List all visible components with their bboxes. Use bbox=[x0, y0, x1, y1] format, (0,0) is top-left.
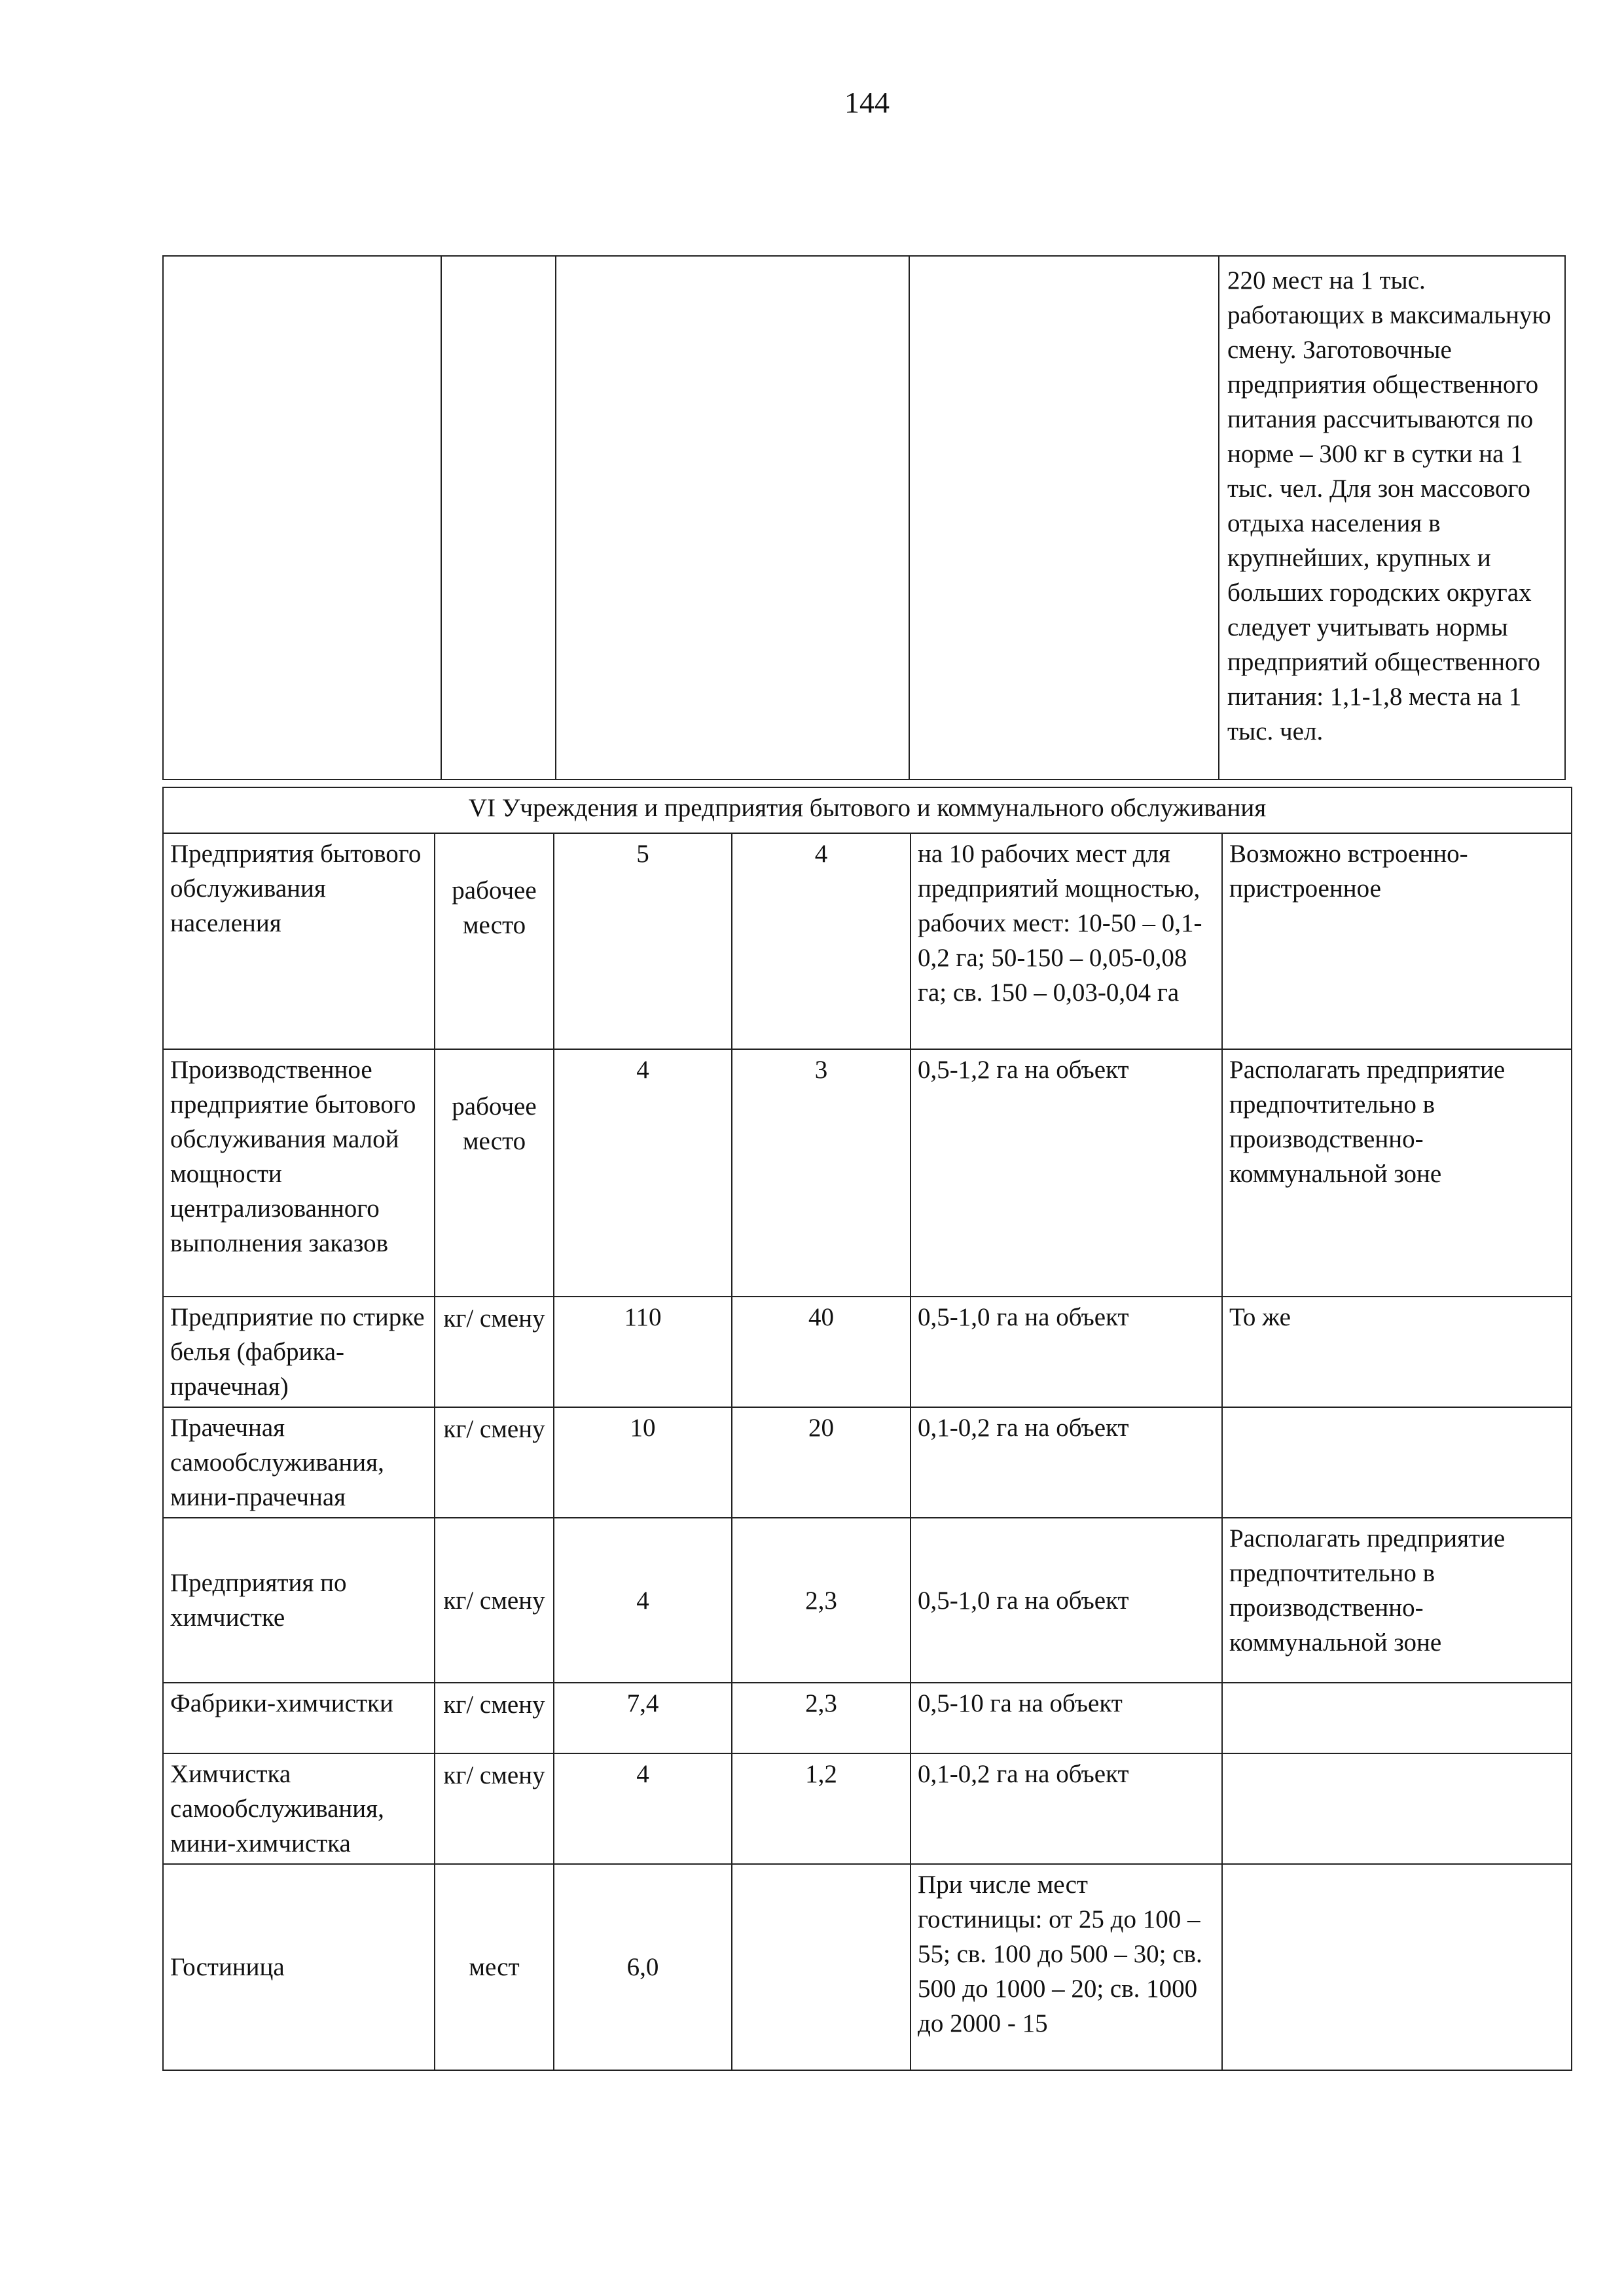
row-area: на 10 рабочих мест для предприятий мощностью, рабочих мест: 10-50 – 0,1-0,2 га; 50-150 – 0,05-0,08 га; св. 150 – 0,03-0,04 га bbox=[911, 833, 1222, 1049]
row-area: 0,5-1,0 га на объект bbox=[911, 1297, 1222, 1407]
empty-cell bbox=[909, 256, 1219, 780]
row-area: 0,1-0,2 га на объект bbox=[911, 1407, 1222, 1518]
empty-cell bbox=[556, 256, 909, 780]
empty-cell bbox=[441, 256, 556, 780]
row-value1: 4 bbox=[554, 1518, 732, 1683]
row-unit: кг/ смену bbox=[435, 1407, 554, 1518]
row-note: Возможно встроенно-пристроенное bbox=[1222, 833, 1572, 1049]
continuation-row bbox=[163, 256, 1565, 780]
table-row bbox=[163, 1407, 1572, 1518]
row-name: Гостиница bbox=[163, 1864, 435, 2070]
row-name: Предприятие по стирке белья (фабрика-прачечная) bbox=[163, 1297, 435, 1407]
row-value1: 5 bbox=[554, 833, 732, 1049]
row-value2: 3 bbox=[732, 1049, 911, 1297]
row-note: То же bbox=[1222, 1297, 1572, 1407]
row-area: 0,1-0,2 га на объект bbox=[911, 1753, 1222, 1864]
section-title: VI Учреждения и предприятия бытового и коммунального обслуживания bbox=[163, 787, 1572, 833]
row-area: При числе мест гостиницы: от 25 до 100 – 55; св. 100 до 500 – 30; св. 500 до 1000 – 20; св. 1000 до 2000 - 15 bbox=[911, 1864, 1222, 2070]
continuation-table bbox=[162, 255, 1566, 780]
row-unit: кг/ смену bbox=[435, 1683, 554, 1753]
row-value2: 4 bbox=[732, 833, 911, 1049]
row-note bbox=[1222, 1683, 1572, 1753]
row-unit: рабочее место bbox=[435, 833, 554, 1049]
row-unit: мест bbox=[435, 1864, 554, 2070]
row-value1: 10 bbox=[554, 1407, 732, 1518]
row-unit: кг/ смену bbox=[435, 1297, 554, 1407]
row-value2: 40 bbox=[732, 1297, 911, 1407]
row-note: Располагать предприятие предпочтительно в производственно-коммунальной зоне bbox=[1222, 1049, 1572, 1297]
row-value2: 20 bbox=[732, 1407, 911, 1518]
row-value1: 6,0 bbox=[554, 1864, 732, 2070]
section-header-row bbox=[163, 787, 1572, 833]
row-name: Прачечная самообслуживания, мини-прачечная bbox=[163, 1407, 435, 1518]
table-row bbox=[163, 1683, 1572, 1753]
row-note bbox=[1222, 1864, 1572, 2070]
empty-cell bbox=[163, 256, 441, 780]
row-value2: 2,3 bbox=[732, 1518, 911, 1683]
page-number: 144 bbox=[844, 86, 890, 119]
row-name: Предприятия бытового обслуживания населения bbox=[163, 833, 435, 1049]
row-note: Располагать предприятие предпочтительно в производственно-коммунальной зоне bbox=[1222, 1518, 1572, 1683]
row-value2: 2,3 bbox=[732, 1683, 911, 1753]
table-row bbox=[163, 1753, 1572, 1864]
row-name: Производственное предприятие бытового обслуживания малой мощности централизованного выполнения заказов bbox=[163, 1049, 435, 1297]
row-area: 0,5-1,0 га на объект bbox=[911, 1518, 1222, 1683]
row-unit: рабочее место bbox=[435, 1049, 554, 1297]
row-name: Химчистка самообслуживания, мини-химчистка bbox=[163, 1753, 435, 1864]
row-value1: 7,4 bbox=[554, 1683, 732, 1753]
table-row bbox=[163, 833, 1572, 1049]
services-table bbox=[162, 787, 1572, 2071]
note-cell: 220 мест на 1 тыс. работающих в максимальную смену. Заготовочные предприятия общественного питания рассчитываются по норме – 300 кг в сутки на 1 тыс. чел. Для зон массового отдыха населения в крупнейших, крупных и больших городских округах следует учитывать нормы предприятий общественного питания: 1,1-1,8 места на 1 тыс. чел. bbox=[1219, 256, 1565, 780]
row-value1: 4 bbox=[554, 1753, 732, 1864]
table-row bbox=[163, 1518, 1572, 1683]
row-value2 bbox=[732, 1864, 911, 2070]
table-row bbox=[163, 1864, 1572, 2070]
row-area: 0,5-10 га на объект bbox=[911, 1683, 1222, 1753]
row-unit: кг/ смену bbox=[435, 1518, 554, 1683]
row-value2: 1,2 bbox=[732, 1753, 911, 1864]
row-area: 0,5-1,2 га на объект bbox=[911, 1049, 1222, 1297]
row-name: Фабрики-химчистки bbox=[163, 1683, 435, 1753]
table-row bbox=[163, 1049, 1572, 1297]
row-value1: 110 bbox=[554, 1297, 732, 1407]
row-note bbox=[1222, 1753, 1572, 1864]
row-note bbox=[1222, 1407, 1572, 1518]
row-name: Предприятия по химчистке bbox=[163, 1518, 435, 1683]
table-row bbox=[163, 1297, 1572, 1407]
row-value1: 4 bbox=[554, 1049, 732, 1297]
row-unit: кг/ смену bbox=[435, 1753, 554, 1864]
